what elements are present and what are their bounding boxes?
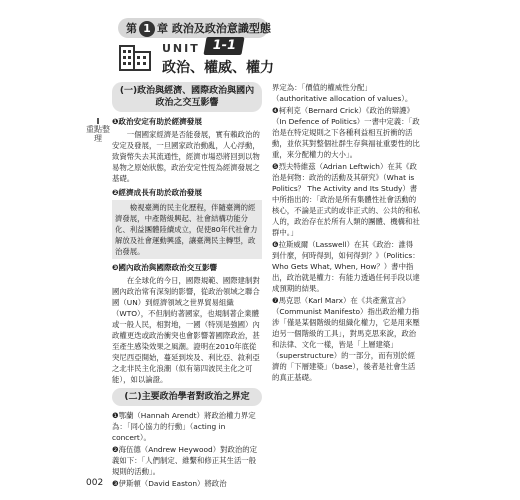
chapter-header bbox=[118, 18, 271, 38]
side-marker bbox=[97, 118, 99, 124]
unit-title: 政治、權威、權力 bbox=[162, 60, 274, 76]
page-number: 002 bbox=[86, 478, 104, 488]
list-item: ❻拉斯威爾（Lasswell）在其《政治：誰得到什麼，何時得到，如何得到？》（Politics：Who Gets What, When, How？）書中指出，政治就是權力：有能力透過任何手段以達成預期的結果。 bbox=[272, 240, 420, 293]
left-column bbox=[112, 82, 262, 490]
list-item: ❹柯利克（Bernard Crick）《政治的辯護》（In Defence of Politics）一書中定義：「政治是在特定規則之下各種利益相互折衝的活動，並依其對整個社群生存與福祉重要性的比重，來分配權力的大小」。 bbox=[272, 106, 420, 159]
subheading-2: ❷經濟成長有助於政治發展 bbox=[112, 188, 202, 197]
list-item-continued: 界定為：「價值的權威性分配」（authoritative allocation of values）。 bbox=[272, 83, 413, 103]
subheading-3: ❸國內政治與國際政治交互影響 bbox=[112, 263, 218, 272]
list-item: ❸伊斯頓（David Easton）將政治 bbox=[112, 479, 227, 488]
chapter-header-text bbox=[126, 20, 271, 37]
list-item: ❶鄂蘭（Hannah Arendt）將政治權力界定為：「同心協力的行動」（acting in concert）。 bbox=[112, 411, 256, 442]
unit-label: UNIT bbox=[162, 42, 200, 55]
paragraph-3: 在全球化的今日，國際規範、國際建制對國內政治常有深刻的影響，從政治領域之聯合國（UN）到經濟領域之世界貿易組織（WTO），不但制約著國家，也規制著企業體或一般人民，相對地，一國（特別是強國）內政權更迭或政治衝突也會影響著國際政治，甚至產生感染效果之風潮。證明在2010年底從突尼西亞開始，蔓延到埃及、利比亞、敘利亞之北非民主化浪潮（似有第四波民主化之可能），如以論證。 bbox=[112, 276, 260, 384]
building-icon bbox=[118, 42, 152, 72]
chapter-title: 政治及政治意識型態 bbox=[171, 22, 271, 35]
list-item: ❼馬克思（Karl Marx）在《共產黨宣言》（Communist Manifesto）指出政治權力指涉「僅是某個階級的組織化權力，它是用來壓迫另一個階級的工具」，對馬克思來說，政治和法律、文化一樣，皆是「上層建築」（superstructure）的一部分，而有別於經濟的「下層建築」（base），後者是社會生活的真正基礎。 bbox=[272, 296, 420, 382]
side-note: 重點整理 bbox=[86, 125, 110, 143]
chapter-label-pre: 第 bbox=[126, 22, 137, 35]
paragraph-2: 檢視臺灣的民主化歷程，伴隨臺灣的經濟發展，中產階級興起、社會結構功能分化、利益團體陸續成立，促使80年代社會力解放及社會運動興盛，讓臺灣民主轉型，政治發展。 bbox=[112, 200, 262, 259]
list-item: ❷海伍德（Andrew Heywood）對政治的定義如下：「人們制定、維繫和修正其生活一般規則的活動」。 bbox=[112, 445, 258, 476]
chapter-label-post: 章 bbox=[157, 22, 168, 35]
section-2-title: (二)主要政治學者對政治之界定 bbox=[112, 388, 262, 406]
list-item: ❺烈夫特維茲（Adrian Leftwich）在其《政治是何物：政治的活動及其研究》（What is Politics？ The Activity and Its Study）書中所指出的：「政治是所有集體性社會活動的核心，不論是正式的或非正式的、公共的和私人的，政治存在於所有人類的團體、機構和社群中。」 bbox=[272, 162, 420, 237]
right-column bbox=[272, 82, 420, 384]
unit-number: 1-1 bbox=[203, 37, 244, 55]
section-1-title: (一)政治與經濟、國際政治與國內政治之交互影響 bbox=[112, 82, 262, 112]
subheading-1: ❶政治安定有助於經濟發展 bbox=[112, 117, 202, 126]
paragraph-1: 一個國家經濟是否能發展，實有賴政治的安定及發展，一旦國家政治動亂，人心浮動，致資幣失去其流通性，經濟市場恐將回到以物易物之原始狀態，政治安定性恆為經濟發展之基礎。 bbox=[112, 130, 260, 183]
chapter-number: 1 bbox=[139, 21, 155, 37]
